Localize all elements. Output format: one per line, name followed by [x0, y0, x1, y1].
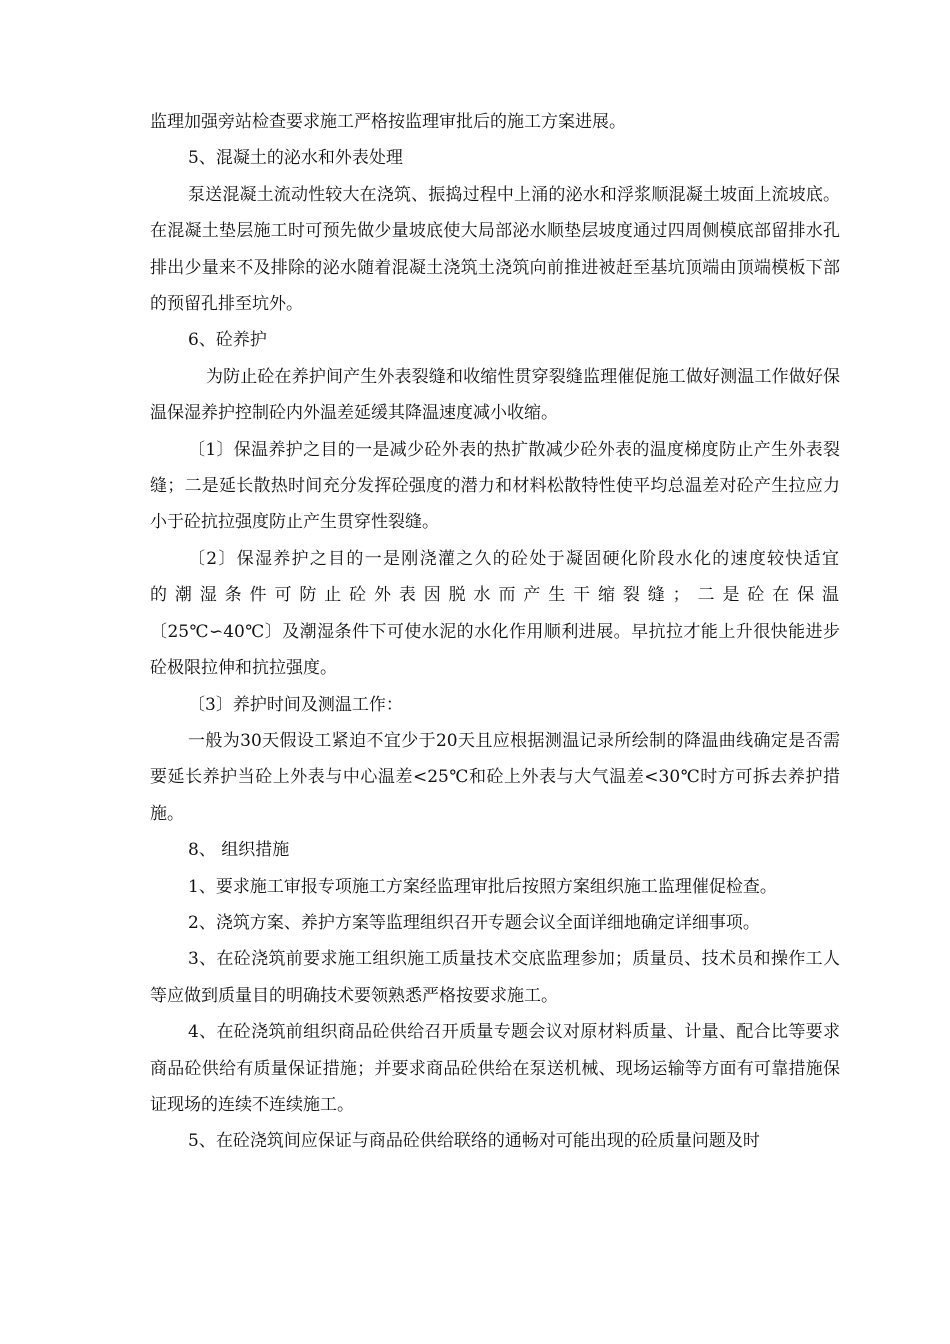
paragraph-continuation: 监理加强旁站检查要求施工严格按监理审批后的施工方案进展。	[150, 112, 626, 132]
paragraph-curing-time: 一般为30天假设工紧迫不宜少于20天且应根据测温记录所绘制的降温曲线确定是否需要延长养护当砼上外表与中心温差<25℃和砼上外表与大气温差<30℃时方可拆去养护措施。	[150, 730, 840, 824]
document-body	[150, 104, 840, 1160]
list-item-5: 5、在砼浇筑间应保证与商品砼供给联络的通畅对可能出现的砼质量问题及时	[188, 1131, 760, 1152]
section-heading-curing: 6、砼养护	[188, 330, 267, 351]
list-item-2: 2、浇筑方案、养护方案等监理组织召开专题会议全面详细地确定详细事项。	[188, 912, 760, 933]
section-heading-organization: 8、 组织措施	[188, 840, 290, 861]
paragraph-bleeding-water: 泵送混凝土流动性较大在浇筑、振捣过程中上涌的泌水和浮浆顺混凝土坡面上流坡底。在混凝土垫层施工时可预先做少量坡底使大局部泌水顺垫层坡度通过四周侧模底部留排水孔排出少量来不及排除的泌水随着混凝土浇筑土浇筑向前推进被赶至基坑顶端由顶端模板下部的预留孔排至坑外。	[150, 184, 840, 315]
list-item-4: 4、在砼浇筑前组织商品砼供给召开质量专题会议对原材料质量、计量、配合比等要求商品砼供给有质量保证措施；并要求商品砼供给在泵送机械、现场运输等方面有可靠措施保证现场的连续不连续施工。	[150, 1022, 840, 1115]
paragraph-curing-time-heading: 〔3〕养护时间及测温工作：	[188, 694, 403, 715]
list-item-3: 3、在砼浇筑前要求施工组织施工质量技术交底监理参加；质量员、技术员和操作工人等应做到质量目的明确技术要领熟悉严格按要求施工。	[150, 949, 840, 1006]
section-heading-bleeding-water: 5、混凝土的泌水和外表处理	[188, 148, 403, 169]
list-item-1: 1、要求施工审报专项施工方案经监理审批后按照方案组织施工监理催促检查。	[188, 876, 777, 897]
paragraph-curing-intro: 为防止砼在养护间产生外表裂缝和收缩性贯穿裂缝监理催促施工做好测温工作做好保温保湿养护控制砼内外温差延缓其降温速度减小收缩。	[150, 366, 840, 424]
paragraph-moist-curing-continued: 〔25℃∽40℃〕及潮湿条件下可使水泥的水化作用顺利进展。早抗拉才能上升很快能进步砼极限拉伸和抗拉强度。	[150, 621, 840, 679]
paragraph-moist-curing: 〔2〕保湿养护之目的一是刚浇灌之久的砼处于凝固硬化阶段水化的速度较快适宜的潮湿条件可防止砼外表因脱水而产生干缩裂缝；二是砼在保温	[150, 548, 840, 606]
paragraph-insulation-curing: 〔1〕保温养护之目的一是减少砼外表的热扩散减少砼外表的温度梯度防止产生外表裂缝；二是延长散热时间充分发挥砼强度的潜力和材料松散特性使平均总温差对砼产生拉应力小于砼抗拉强度防止产生贯穿性裂缝。	[150, 439, 840, 533]
